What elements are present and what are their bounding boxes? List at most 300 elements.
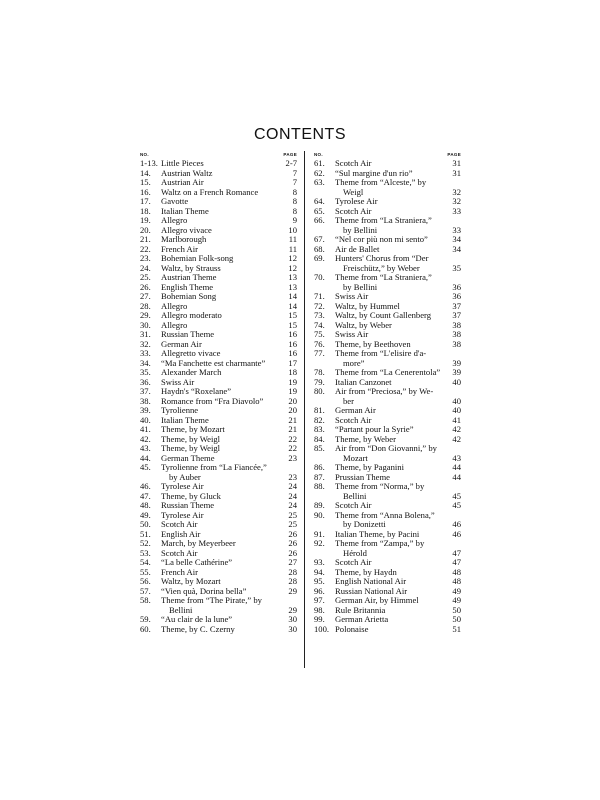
entry-number: 31. [140,329,151,339]
entry-title [335,387,447,406]
entry-page: 41 [452,414,461,425]
entry-page: 27 [288,557,297,567]
entry-title [335,178,447,197]
entry-title-line: Bohemian Folk-song [161,253,234,263]
contents-entry [314,216,461,235]
entry-title-line: Theme from “Norma,” by [335,481,425,491]
entry-title [161,463,283,482]
entry-page: 50 [452,614,461,624]
entry-number: 94. [314,566,325,577]
entry-title-line: Hunters' Chorus from “Der [335,253,429,263]
entry-page: 14 [288,291,297,301]
entry-title-line: Scotch Air [161,519,198,529]
entry-title-line: Tyrolese Air [161,481,204,491]
entry-title-line: Little Pieces [161,158,204,168]
entry-number: 35. [140,367,151,377]
contents-entry [314,178,461,197]
entry-title-line: Waltz on a French Romance [161,186,259,197]
entry-page: 30 [288,614,297,624]
entry-number: 91. [314,528,325,539]
contents-entry [314,511,461,530]
entry-number: 73. [314,310,325,320]
entry-title [161,625,283,635]
entry-page: 9 [292,215,297,225]
entry-title-line: Tyrolese Air [335,196,378,206]
entry-title-line: Rule Britannia [335,604,386,615]
entry-page: 7 [292,167,297,178]
entry-title-line: Austrian Theme [161,272,217,282]
entry-title-line: Theme from “L'elisire d'a- [335,348,427,358]
entry-page: 24 [288,481,297,491]
entry-title-line: Allegro [161,215,188,225]
entry-page: 14 [288,300,297,311]
entry-number: 60. [140,623,151,634]
entry-page: 15 [288,319,297,330]
entry-number: 67. [314,234,325,244]
entry-number: 16. [140,186,151,197]
page-title: CONTENTS [254,126,346,143]
entry-title-line: Hérold [343,547,367,558]
entry-title-line: “Vien quà, Dorina bella” [161,585,247,596]
contents-list-left [140,159,297,634]
entry-title-line: Theme from “Alceste,” by [335,177,427,187]
entry-page: 35 [452,262,461,273]
entry-page: 32 [452,196,461,206]
entry-number: 33. [140,348,151,358]
entry-title-line: German Theme [161,452,215,463]
entry-title-line: Allegro [161,319,188,330]
entry-number: 97. [314,595,325,605]
entry-number: 38. [140,395,151,406]
contents-entry [314,444,461,463]
entry-number: 92. [314,538,325,548]
entry-number: 88. [314,481,325,491]
entry-page: 25 [288,509,297,520]
column-divider [304,151,305,668]
entry-number: 98. [314,604,325,615]
entry-page: 46 [452,519,461,529]
entry-title-line: Scotch Air [335,500,372,510]
entry-title-line: Air from “Don Giovanni,” by [335,443,437,453]
entry-number: 57. [140,585,151,596]
entry-title-line: Scotch Air [335,158,372,168]
entry-number: 29. [140,310,151,320]
entry-number: 64. [314,196,325,206]
entry-number: 28. [140,300,151,311]
entry-number: 24. [140,262,151,273]
entry-page: 21 [288,424,297,434]
entry-number: 99. [314,614,325,624]
entry-title-line: “Ma Fanchette est charmante” [161,357,266,368]
contents-list-right [314,159,461,634]
entry-number: 45. [140,462,151,472]
entry-title-line: German Air, by Himmel [335,595,419,605]
entry-number: 52. [140,538,151,548]
entry-title-line: Austrian Air [161,177,204,187]
entry-title-line: more” [343,357,365,368]
contents-entry [314,254,461,273]
page-header: PAGE [283,152,297,157]
entry-page: 8 [292,186,297,197]
entry-title-line: German Air [335,405,376,415]
entry-number: 26. [140,281,151,292]
contents-entry [314,273,461,292]
contents-entry [314,625,461,635]
entry-title-line: Bohemian Song [161,291,217,301]
entry-title-line: Scotch Air [161,547,198,558]
entry-page: 20 [288,405,297,415]
entry-page: 31 [452,158,461,168]
entry-number: 89. [314,500,325,510]
entry-title-line: Weigl [343,186,364,197]
entry-page: 38 [452,338,461,349]
entry-page: 40 [452,395,461,406]
entry-page: 49 [452,585,461,596]
entry-title-line: Allegro [161,300,188,311]
entry-title-line: Scotch Air [335,205,372,216]
entry-page: 33 [452,224,461,235]
entry-page: 34 [452,243,461,254]
entry-title-line: Air from “Preciosa,” by We- [335,386,434,396]
entry-title-line: Theme, by Gluck [161,490,221,501]
entry-page: 13 [288,272,297,282]
contents-entry [314,539,461,558]
entry-page: 49 [452,595,461,605]
entry-number: 85. [314,443,325,453]
entry-title-line: English Theme [161,281,214,292]
contents-entry [314,482,461,501]
entry-title-line: Allegro vivace [161,224,212,235]
entry-number: 93. [314,557,325,567]
entry-title-line: Swiss Air [335,329,369,339]
entry-number: 82. [314,414,325,425]
entry-title-line: English Air [161,528,201,539]
entry-title-line: Austrian Waltz [161,167,213,178]
entry-title-line: German Air [161,338,202,349]
entry-page: 51 [452,623,461,634]
entry-number: 80. [314,386,325,396]
entry-page: 26 [288,547,297,558]
entry-number: 66. [314,215,325,225]
entry-page: 44 [452,471,461,482]
entry-page: 36 [452,291,461,301]
entry-title-line: “Partant pour la Syrie” [335,424,414,434]
entry-number: 79. [314,376,325,387]
entry-page: 11 [288,234,297,244]
contents-column-left [140,150,297,634]
entry-page: 10 [288,224,297,235]
entry-title-line: Marlborough [161,234,207,244]
entry-title-line: “La belle Cathérine” [161,557,233,567]
entry-title-line: by Auber [169,471,201,482]
entry-number: 43. [140,443,151,453]
entry-page: 46 [452,528,461,539]
entry-title-line: Bellini [169,604,193,615]
entry-page: 44 [452,462,461,472]
entry-page: 29 [288,585,297,596]
entry-number: 20. [140,224,151,235]
entry-page: 25 [288,519,297,529]
entry-page: 21 [288,414,297,425]
entry-page: 16 [288,329,297,339]
entry-number: 55. [140,566,151,577]
entry-number: 48. [140,500,151,510]
entry-title-line: Tyrolienne [161,405,199,415]
entry-title-line: Russian Theme [161,329,215,339]
entry-number: 70. [314,272,325,282]
entry-title-line: Alexander March [161,367,222,377]
entry-page: 40 [452,376,461,387]
entry-page: 37 [452,310,461,320]
entry-title-line: French Air [161,566,198,577]
entry-title [335,216,447,235]
entry-title-line: Haydn's “Roxelane” [161,386,232,396]
entry-number: 41. [140,424,151,434]
entry-page: 40 [452,405,461,415]
entry-title-line: Theme, by Weber [335,433,396,444]
entry-number: 90. [314,509,325,520]
entry-page: 8 [292,196,297,206]
entry-number: 86. [314,462,325,472]
contents-entry [140,625,297,635]
entry-page: 38 [452,329,461,339]
entry-page: 23 [288,471,297,482]
entry-page: 23 [288,452,297,463]
entry-title [335,273,447,292]
entry-page: 2-7 [285,158,297,168]
entry-page: 39 [452,367,461,377]
entry-page: 45 [452,500,461,510]
entry-title-line: Swiss Air [335,291,369,301]
entry-title-line: Italian Theme [161,414,209,425]
entry-page: 38 [452,319,461,330]
entry-title-line: Theme from “La Straniera,” [335,272,432,282]
entry-title-line: Theme, by Beethoven [335,338,411,349]
entry-page: 11 [288,243,297,254]
entry-number: 42. [140,433,151,444]
entry-number: 78. [314,367,325,377]
entry-title [335,511,447,530]
entry-title-line: Freischütz,” by Weber [343,262,420,273]
entry-page: 22 [288,433,297,444]
entry-page: 42 [452,424,461,434]
entry-page: 36 [452,281,461,292]
entry-page: 17 [288,357,297,368]
entry-title-line: “Nel cor più non mi sento” [335,234,428,244]
entry-title-line: Scotch Air [335,557,372,567]
entry-title-line: Scotch Air [335,414,372,425]
entry-title-line: Waltz, by Strauss [161,262,221,273]
entry-number: 19. [140,215,151,225]
entry-title-line: German Arietta [335,614,389,624]
entry-title-line: Bellini [343,490,367,501]
entry-number: 58. [140,595,151,605]
entry-title-line: English National Air [335,576,407,586]
entry-number: 44. [140,452,151,463]
entry-page: 24 [288,500,297,510]
entry-page: 33 [452,205,461,216]
entry-title-line: Gavotte [161,196,189,206]
entry-title [161,596,283,615]
entry-number: 51. [140,528,151,539]
entry-number: 56. [140,576,151,586]
entry-number: 21. [140,234,151,244]
entry-page: 16 [288,348,297,358]
entry-number: 76. [314,338,325,349]
entry-title-line: March, by Meyerbeer [161,538,236,548]
entry-title-line: Allegro moderato [161,310,222,320]
entry-number: 37. [140,386,151,396]
entry-number: 27. [140,291,151,301]
entry-page: 8 [292,205,297,216]
entry-title-line: ber [343,395,354,406]
entry-title-line: Italian Theme, by Pacini [335,528,420,539]
entry-page: 28 [288,576,297,586]
entry-title-line: Theme, by Weigl [161,443,221,453]
entry-title-line: Tyrolienne from “La Fiancée,” [161,462,267,472]
no-header: NO. [140,152,149,157]
entry-page: 12 [288,262,297,273]
entry-page: 47 [452,557,461,567]
entry-title-line: Italian Theme [161,205,209,216]
entry-title-line: Prussian Theme [335,471,390,482]
entry-number: 14. [140,167,151,178]
entry-number: 30. [140,319,151,330]
entry-title-line: Theme, by C. Czerny [161,623,235,634]
entry-number: 61. [314,158,325,168]
entry-number: 17. [140,196,151,206]
entry-page: 30 [288,623,297,634]
entry-number: 75. [314,329,325,339]
entry-number: 40. [140,414,151,425]
entry-number: 47. [140,490,151,501]
entry-title-line: Waltz, by Weber [335,319,392,330]
entry-number: 50. [140,519,151,529]
entry-title-line: Tyrolese Air [161,509,204,520]
entry-page: 37 [452,300,461,311]
entry-page: 24 [288,490,297,501]
entry-page: 12 [288,253,297,263]
entry-number: 74. [314,319,325,330]
entry-title [335,482,447,501]
entry-title-line: Air de Ballet [335,243,380,254]
entry-title-line: Theme from “La Straniera,” [335,215,432,225]
entry-title-line: Russian Theme [161,500,215,510]
entry-number: 62. [314,167,325,178]
entry-page: 50 [452,604,461,615]
entry-page: 48 [452,576,461,586]
entry-number: 69. [314,253,325,263]
entry-number: 18. [140,205,151,216]
entry-number: 96. [314,585,325,596]
entry-page: 47 [452,547,461,558]
entry-title-line: Italian Canzonet [335,376,392,387]
entry-page: 19 [288,386,297,396]
entry-title-line: Allegretto vivace [161,348,221,358]
entry-page: 13 [288,281,297,292]
page-header: PAGE [447,152,461,157]
entry-page: 45 [452,490,461,501]
entry-title-line: Theme from “La Cenerentola” [335,367,441,377]
entry-number: 25. [140,272,151,282]
entry-title-line: “Sul margine d'un rio” [335,167,413,178]
entry-page: 22 [288,443,297,453]
entry-page: 18 [288,367,297,377]
no-header: NO. [314,152,323,157]
entry-number: 32. [140,338,151,349]
entry-title [335,254,447,273]
entry-number: 83. [314,424,325,434]
entry-number: 49. [140,509,151,520]
entry-title-line: French Air [161,243,198,254]
entry-page: 19 [288,376,297,387]
entry-page: 26 [288,538,297,548]
entry-number: 36. [140,376,151,387]
entry-number: 53. [140,547,151,558]
entry-number: 1-13. [140,158,158,168]
entry-title-line: Theme, by Haydn [335,566,397,577]
entry-title-line: Theme, by Paganini [335,462,404,472]
entry-number: 100. [314,623,330,634]
entry-page: 29 [288,604,297,615]
entry-number: 72. [314,300,325,311]
contents-entry [314,387,461,406]
entry-title-line: Polonaise [335,623,369,634]
entry-title-line: Mozart [343,452,368,463]
entry-title [335,539,447,558]
entry-title-line: Theme from “The Pirate,” by [161,595,262,605]
entry-number: 39. [140,405,151,415]
entry-title-line: Romance from “Fra Diavolo” [161,395,264,406]
entry-number: 63. [314,177,325,187]
entry-number: 77. [314,348,325,358]
entry-page: 42 [452,433,461,444]
entry-page: 43 [452,452,461,463]
entry-number: 23. [140,253,151,263]
entry-title-line: Waltz, by Mozart [161,576,221,586]
entry-page: 26 [288,528,297,539]
entry-page: 48 [452,566,461,577]
contents-column-right [314,150,461,634]
entry-title-line: Swiss Air [161,376,195,387]
entry-title-line: by Bellini [343,281,378,292]
contents-entry [314,349,461,368]
entry-number: 22. [140,243,151,254]
entry-page: 16 [288,338,297,349]
entry-page: 31 [452,167,461,178]
entry-number: 71. [314,291,325,301]
entry-number: 59. [140,614,151,624]
contents-entry [140,596,297,615]
entry-number: 54. [140,557,151,567]
entry-title [335,625,447,635]
entry-title-line: Theme from “Anna Bolena,” [335,509,435,520]
entry-page: 20 [288,395,297,406]
entry-title-line: Theme, by Mozart [161,424,225,434]
entry-title-line: by Bellini [343,224,378,235]
entry-number: 95. [314,576,325,586]
entry-page: 34 [452,234,461,244]
entry-page: 28 [288,566,297,577]
entry-number: 46. [140,481,151,491]
entry-title [335,349,447,368]
contents-entry [140,463,297,482]
entry-page: 15 [288,310,297,320]
entry-title-line: Theme, by Weigl [161,433,221,444]
entry-title-line: Russian National Air [335,585,408,596]
entry-number: 65. [314,205,325,216]
entry-title-line: by Donizetti [343,519,386,529]
